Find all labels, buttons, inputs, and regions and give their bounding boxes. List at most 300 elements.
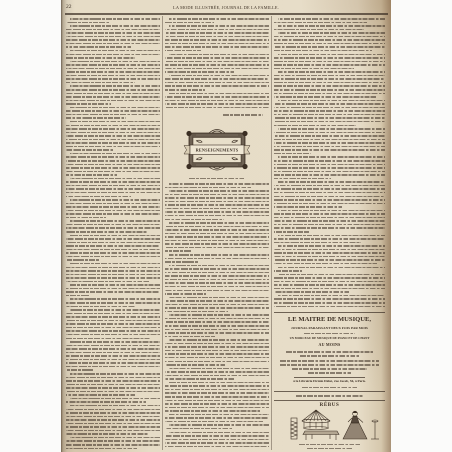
text-line xyxy=(165,96,269,98)
text-line xyxy=(66,174,117,176)
advert-offer-line-2: AU MOINS xyxy=(318,341,341,347)
text-line xyxy=(165,100,269,102)
text-line xyxy=(274,291,349,293)
text-line xyxy=(165,375,269,377)
rebus-caption-line xyxy=(307,448,352,450)
text-line xyxy=(169,75,269,77)
text-line xyxy=(66,338,150,340)
text-line xyxy=(70,398,160,400)
text-line xyxy=(66,210,160,212)
text-line xyxy=(278,100,385,102)
text-line xyxy=(70,220,160,222)
text-line xyxy=(165,71,234,73)
text-line xyxy=(274,270,302,272)
text-line xyxy=(66,369,93,371)
text-line xyxy=(66,323,160,325)
text-line xyxy=(66,401,146,403)
text-line xyxy=(66,295,90,297)
text-line xyxy=(274,82,385,84)
text-line xyxy=(165,250,191,252)
text-line xyxy=(274,125,356,127)
text-line xyxy=(66,78,160,80)
text-line xyxy=(274,171,385,173)
text-line xyxy=(66,245,160,247)
text-line xyxy=(165,243,269,245)
text-line xyxy=(165,325,269,327)
advert-price-line xyxy=(280,360,379,362)
text-line xyxy=(274,36,385,38)
text-line xyxy=(169,265,269,267)
text-line xyxy=(274,135,385,137)
text-line xyxy=(165,318,269,320)
text-line xyxy=(66,387,160,389)
text-line xyxy=(66,412,160,414)
text-line xyxy=(274,149,385,151)
text-line xyxy=(70,309,160,311)
text-line xyxy=(66,359,160,361)
text-line xyxy=(165,439,269,441)
text-line xyxy=(274,78,385,80)
text-line xyxy=(274,185,385,187)
text-line xyxy=(274,252,385,254)
text-line xyxy=(169,297,269,299)
text-line xyxy=(165,329,269,331)
text-line xyxy=(70,298,160,300)
text-line xyxy=(274,277,385,279)
column-separator-left xyxy=(162,16,163,450)
text-line xyxy=(66,320,160,322)
text-line xyxy=(165,204,269,206)
text-line xyxy=(66,291,160,293)
text-line xyxy=(165,350,269,352)
text-line xyxy=(165,78,269,80)
text-line xyxy=(66,213,160,215)
text-line xyxy=(165,311,228,313)
text-line xyxy=(165,229,269,231)
text-line xyxy=(66,192,160,194)
text-line xyxy=(66,160,160,162)
text-line xyxy=(66,46,131,48)
text-line xyxy=(66,156,160,158)
text-line xyxy=(66,352,160,354)
text-line xyxy=(66,394,135,396)
rebus-lamp xyxy=(302,410,330,429)
text-line xyxy=(165,343,269,345)
advert-title: LE MAITRE DE MUSIQUE, xyxy=(287,315,372,323)
text-line xyxy=(66,330,160,332)
advert-price-line xyxy=(292,368,367,370)
text-line xyxy=(278,267,385,269)
text-line xyxy=(165,392,269,394)
text-line xyxy=(66,43,160,45)
text-line xyxy=(278,274,385,276)
text-line xyxy=(165,85,269,87)
banner-frame xyxy=(184,130,250,171)
text-line xyxy=(274,306,385,308)
text-line xyxy=(278,235,385,237)
text-line xyxy=(165,396,269,398)
text-line xyxy=(70,235,160,237)
text-line xyxy=(66,355,160,357)
advert-detail-line xyxy=(286,351,373,353)
text-line xyxy=(66,68,160,70)
advert-footnote-line xyxy=(302,387,357,389)
renseignements-banner xyxy=(182,127,252,173)
column-left xyxy=(66,0,160,452)
text-line xyxy=(274,188,385,190)
text-line xyxy=(66,114,160,116)
text-line xyxy=(66,274,160,276)
text-line xyxy=(274,64,385,66)
text-line xyxy=(274,61,385,63)
text-line xyxy=(274,46,385,48)
text-line xyxy=(66,217,106,219)
text-line xyxy=(165,336,215,338)
text-line xyxy=(278,18,385,20)
text-line xyxy=(274,298,385,300)
text-line xyxy=(66,426,160,428)
text-line xyxy=(66,164,160,166)
text-line xyxy=(66,242,160,244)
text-line xyxy=(278,32,385,34)
text-line xyxy=(66,117,126,119)
text-line xyxy=(66,270,160,272)
text-line xyxy=(274,89,385,91)
text-line xyxy=(66,433,148,435)
text-line xyxy=(274,196,385,198)
advert-top-rule xyxy=(274,312,385,313)
text-line xyxy=(66,267,160,269)
rebus-illustration xyxy=(289,409,383,441)
banner-ribbon-right-tail xyxy=(244,146,250,155)
text-line xyxy=(274,68,354,70)
text-line xyxy=(165,68,269,70)
text-line xyxy=(274,29,364,31)
text-line xyxy=(169,18,269,20)
text-line xyxy=(274,249,385,251)
text-line xyxy=(165,385,269,387)
text-line xyxy=(66,259,99,261)
text-line xyxy=(66,203,160,205)
advert-bottom-rule xyxy=(274,391,385,392)
text-line xyxy=(165,194,269,196)
text-line xyxy=(274,93,385,95)
text-line xyxy=(169,254,269,256)
text-line xyxy=(274,39,385,41)
text-line xyxy=(165,240,269,242)
text-line xyxy=(66,128,160,130)
advert-detail-line xyxy=(300,355,359,357)
text-line xyxy=(278,54,385,56)
text-line xyxy=(165,428,232,430)
text-line xyxy=(66,142,160,144)
text-line xyxy=(169,382,269,384)
text-line xyxy=(278,210,385,212)
text-line xyxy=(66,419,160,421)
advert-subtitle: JOURNAL PARAISSANT DEUX FOIS PAR MOIS xyxy=(291,325,368,330)
text-line xyxy=(165,219,224,221)
text-line xyxy=(70,25,160,27)
text-line xyxy=(274,192,385,194)
text-line xyxy=(66,227,160,229)
text-line xyxy=(165,378,235,380)
text-line xyxy=(274,22,367,24)
text-line xyxy=(274,153,311,155)
text-line xyxy=(169,339,269,341)
text-line xyxy=(70,263,160,265)
text-line xyxy=(66,167,160,169)
text-line xyxy=(66,103,111,105)
text-line xyxy=(66,135,160,137)
text-line xyxy=(274,220,385,222)
text-line xyxy=(70,178,160,180)
text-line xyxy=(165,321,269,323)
text-line xyxy=(274,160,385,162)
text-line xyxy=(165,364,225,366)
text-line xyxy=(274,288,385,290)
text-line xyxy=(66,71,160,73)
text-line xyxy=(274,174,385,176)
text-line xyxy=(278,245,385,247)
text-line xyxy=(274,238,385,240)
text-line xyxy=(165,36,269,38)
text-line xyxy=(66,366,160,368)
column-middle xyxy=(165,0,269,452)
text-line xyxy=(169,25,269,27)
text-line xyxy=(165,89,205,91)
advert-price-line xyxy=(280,364,379,366)
text-line xyxy=(66,249,160,251)
text-line xyxy=(165,64,269,66)
rebus-woman xyxy=(343,411,367,439)
text-line xyxy=(70,153,160,155)
rebus-top-rule xyxy=(274,400,385,401)
text-line xyxy=(66,302,160,304)
text-line xyxy=(165,332,269,334)
newspaper-page xyxy=(61,0,391,452)
text-line xyxy=(66,32,160,34)
text-line xyxy=(165,421,263,423)
text-line xyxy=(165,286,269,288)
text-line xyxy=(165,307,269,309)
text-line xyxy=(66,89,160,91)
text-line xyxy=(278,181,385,183)
text-line xyxy=(165,407,269,409)
text-line xyxy=(165,282,269,284)
text-line xyxy=(66,448,137,450)
text-line xyxy=(278,25,385,27)
text-line xyxy=(165,435,269,437)
text-line xyxy=(66,39,160,41)
text-line xyxy=(66,188,160,190)
text-line xyxy=(165,50,201,52)
text-line xyxy=(66,64,160,66)
text-line xyxy=(165,290,269,292)
text-line xyxy=(165,357,269,359)
text-line xyxy=(66,416,160,418)
text-line xyxy=(274,107,385,109)
text-line xyxy=(274,263,377,265)
text-line xyxy=(66,348,160,350)
text-line xyxy=(66,238,160,240)
text-line xyxy=(274,231,309,233)
text-line xyxy=(165,82,269,84)
text-line xyxy=(66,57,135,59)
text-line xyxy=(169,54,269,56)
advert-offer-line: UN MORCEAU DE MUSIQUE DE PIANO ET DE CHANT xyxy=(289,336,370,340)
text-line xyxy=(165,197,269,199)
rebus-table xyxy=(303,431,339,440)
text-line xyxy=(278,156,385,158)
text-line xyxy=(274,242,361,244)
text-line xyxy=(274,167,385,169)
masthead-title: LA MODE ILLUSTRÉE, JOURNAL DE LA FAMILLE. xyxy=(173,4,279,10)
text-line xyxy=(165,201,269,203)
text-line xyxy=(165,43,269,45)
banner-title: RENSEIGNEMENTS xyxy=(195,147,239,153)
text-line xyxy=(66,146,160,148)
text-line xyxy=(169,314,269,316)
text-line xyxy=(274,43,385,45)
text-line xyxy=(169,183,269,185)
text-line xyxy=(70,85,160,87)
text-line xyxy=(66,100,160,102)
text-line xyxy=(165,39,269,41)
text-line xyxy=(165,233,269,235)
text-line xyxy=(70,107,160,109)
text-line xyxy=(66,171,160,173)
text-line xyxy=(165,272,269,274)
text-line xyxy=(274,178,331,180)
text-line xyxy=(70,437,160,439)
text-line xyxy=(66,29,160,31)
text-line xyxy=(169,424,269,426)
text-line xyxy=(165,208,269,210)
text-line xyxy=(66,54,160,56)
text-line xyxy=(274,103,385,105)
text-line xyxy=(274,281,385,283)
text-line xyxy=(274,75,385,77)
text-line xyxy=(274,117,385,119)
text-line xyxy=(274,259,385,261)
text-line xyxy=(274,203,385,205)
text-line xyxy=(70,373,160,375)
banner-ribbon-left-tail xyxy=(184,146,190,155)
text-line xyxy=(274,227,385,229)
text-line xyxy=(274,206,342,208)
text-line xyxy=(165,353,269,355)
director-line xyxy=(296,395,363,397)
text-line xyxy=(66,149,114,151)
text-line xyxy=(165,279,269,281)
text-line xyxy=(165,371,269,373)
text-line xyxy=(66,306,135,308)
text-line xyxy=(165,107,269,109)
text-line xyxy=(70,50,160,52)
rebus-title: RÉBUS xyxy=(319,402,340,408)
text-line xyxy=(66,391,160,393)
text-line xyxy=(165,46,269,48)
text-line xyxy=(274,302,385,304)
text-line xyxy=(274,164,385,166)
text-line xyxy=(66,313,160,315)
text-line xyxy=(66,196,131,198)
text-line xyxy=(66,224,160,226)
text-line xyxy=(165,293,206,295)
text-line xyxy=(70,341,160,343)
text-line xyxy=(66,362,160,364)
text-line xyxy=(278,295,385,297)
text-line xyxy=(274,224,385,226)
advert-publisher: à la Librairie Firmin Didot, rue Jacob, 56, à Paris. xyxy=(293,379,366,383)
text-line xyxy=(274,110,385,112)
text-line xyxy=(66,185,160,187)
text-line xyxy=(66,139,160,141)
text-line xyxy=(165,187,251,189)
text-line xyxy=(165,442,269,444)
text-line xyxy=(169,432,269,434)
text-line xyxy=(165,32,269,34)
text-line xyxy=(66,181,160,183)
text-line xyxy=(278,71,385,73)
text-line xyxy=(165,361,269,363)
text-line xyxy=(165,446,269,448)
column-separator-right xyxy=(271,16,272,450)
text-line xyxy=(66,440,160,442)
text-line xyxy=(66,444,160,446)
text-line xyxy=(165,258,269,260)
text-line xyxy=(66,316,160,318)
banner-caption-line xyxy=(189,178,245,180)
text-line xyxy=(274,114,385,116)
text-line xyxy=(66,125,160,127)
text-line xyxy=(169,414,269,416)
text-line xyxy=(66,96,160,98)
page-number: 22 xyxy=(66,4,72,10)
text-line xyxy=(165,22,214,24)
text-line xyxy=(165,300,269,302)
text-line xyxy=(66,380,160,382)
text-line xyxy=(165,247,269,249)
advert-price-line xyxy=(308,372,351,374)
text-line xyxy=(169,222,269,224)
text-line xyxy=(66,206,160,208)
text-line xyxy=(66,256,160,258)
advert-small-line xyxy=(304,333,355,335)
text-line xyxy=(274,199,385,201)
signature-line xyxy=(223,114,263,116)
text-line xyxy=(70,61,160,63)
text-line xyxy=(165,236,269,238)
rebus-stand xyxy=(371,420,379,439)
text-line xyxy=(165,57,269,59)
text-line xyxy=(165,268,269,270)
text-line xyxy=(274,85,385,87)
text-line xyxy=(274,96,376,98)
text-line xyxy=(274,256,385,258)
text-line xyxy=(274,146,385,148)
text-line xyxy=(274,217,385,219)
rebus-caption-line xyxy=(299,444,360,446)
text-line xyxy=(66,36,160,38)
text-line xyxy=(274,121,385,123)
text-line xyxy=(66,22,109,24)
text-line xyxy=(66,377,160,379)
text-line xyxy=(66,82,135,84)
text-line xyxy=(70,18,160,20)
text-line xyxy=(66,334,160,336)
text-line xyxy=(66,281,149,283)
